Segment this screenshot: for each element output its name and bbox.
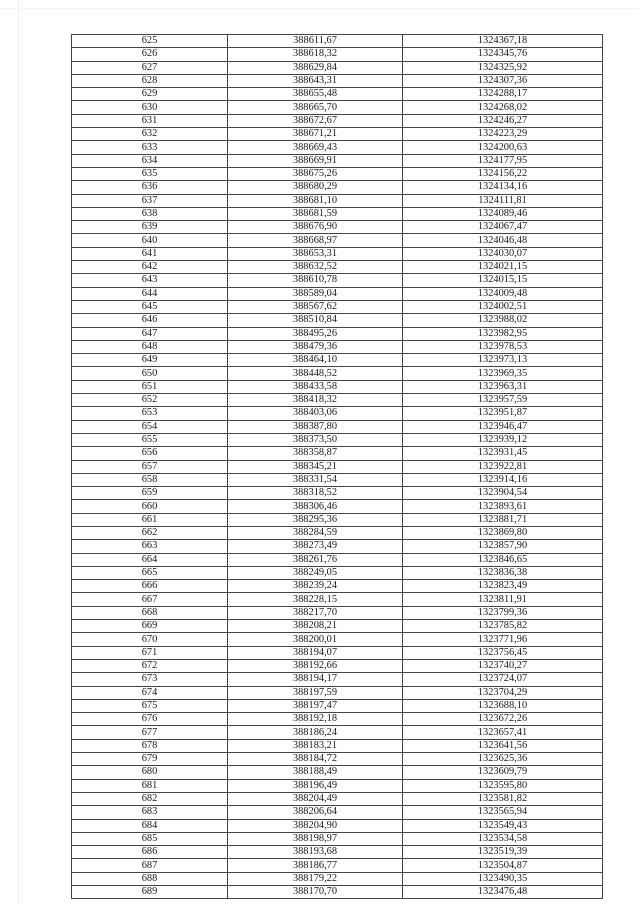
y-coordinate-cell: 1324021,15 — [403, 261, 603, 274]
y-coordinate-cell: 1323811,91 — [403, 593, 603, 606]
page-top-edge — [0, 8, 639, 9]
y-coordinate-cell: 1323857,90 — [403, 540, 603, 553]
x-coordinate-cell: 388194,17 — [228, 673, 403, 686]
table-row — [72, 221, 603, 234]
y-coordinate-cell: 1323672,26 — [403, 713, 603, 726]
table-row — [72, 447, 603, 460]
y-coordinate-cell: 1323836,38 — [403, 566, 603, 579]
y-coordinate-cell: 1323982,95 — [403, 327, 603, 340]
y-coordinate-cell: 1323931,45 — [403, 447, 603, 460]
x-coordinate-cell: 388261,76 — [228, 553, 403, 566]
point-number-cell: 674 — [72, 686, 228, 699]
table-row — [72, 753, 603, 766]
x-coordinate-cell: 388629,84 — [228, 61, 403, 74]
y-coordinate-cell: 1323549,43 — [403, 819, 603, 832]
y-coordinate-cell: 1323641,56 — [403, 739, 603, 752]
table-row — [72, 766, 603, 779]
table-row — [72, 673, 603, 686]
point-number-cell: 641 — [72, 247, 228, 260]
x-coordinate-cell: 388611,67 — [228, 35, 403, 48]
y-coordinate-cell: 1323963,31 — [403, 380, 603, 393]
y-coordinate-cell: 1323869,80 — [403, 526, 603, 539]
table-row — [72, 234, 603, 247]
point-number-cell: 625 — [72, 35, 228, 48]
x-coordinate-cell: 388668,97 — [228, 234, 403, 247]
point-number-cell: 683 — [72, 806, 228, 819]
point-number-cell: 626 — [72, 48, 228, 61]
table-row — [72, 154, 603, 167]
coordinates-table-body — [72, 35, 603, 899]
point-number-cell: 627 — [72, 61, 228, 74]
x-coordinate-cell: 388170,70 — [228, 886, 403, 899]
table-row — [72, 394, 603, 407]
y-coordinate-cell: 1324223,29 — [403, 128, 603, 141]
point-number-cell: 656 — [72, 447, 228, 460]
table-row — [72, 74, 603, 87]
y-coordinate-cell: 1323476,48 — [403, 886, 603, 899]
point-number-cell: 655 — [72, 433, 228, 446]
y-coordinate-cell: 1323504,87 — [403, 859, 603, 872]
point-number-cell: 647 — [72, 327, 228, 340]
y-coordinate-cell: 1323946,47 — [403, 420, 603, 433]
x-coordinate-cell: 388675,26 — [228, 167, 403, 180]
y-coordinate-cell: 1324009,48 — [403, 287, 603, 300]
point-number-cell: 661 — [72, 513, 228, 526]
y-coordinate-cell: 1323740,27 — [403, 659, 603, 672]
x-coordinate-cell: 388239,24 — [228, 580, 403, 593]
point-number-cell: 628 — [72, 74, 228, 87]
point-number-cell: 629 — [72, 88, 228, 101]
x-coordinate-cell: 388464,10 — [228, 354, 403, 367]
y-coordinate-cell: 1323756,45 — [403, 646, 603, 659]
x-coordinate-cell: 388197,47 — [228, 699, 403, 712]
y-coordinate-cell: 1324067,47 — [403, 221, 603, 234]
y-coordinate-cell: 1324325,92 — [403, 61, 603, 74]
table-row — [72, 141, 603, 154]
y-coordinate-cell: 1323785,82 — [403, 620, 603, 633]
table-row — [72, 300, 603, 313]
x-coordinate-cell: 388632,52 — [228, 261, 403, 274]
table-row — [72, 513, 603, 526]
table-row — [72, 500, 603, 513]
point-number-cell: 643 — [72, 274, 228, 287]
x-coordinate-cell: 388479,36 — [228, 340, 403, 353]
y-coordinate-cell: 1323922,81 — [403, 460, 603, 473]
x-coordinate-cell: 388228,15 — [228, 593, 403, 606]
point-number-cell: 666 — [72, 580, 228, 593]
table-row — [72, 433, 603, 446]
table-row — [72, 420, 603, 433]
table-row — [72, 61, 603, 74]
point-number-cell: 682 — [72, 792, 228, 805]
point-number-cell: 657 — [72, 460, 228, 473]
table-row — [72, 606, 603, 619]
y-coordinate-cell: 1323939,12 — [403, 433, 603, 446]
y-coordinate-cell: 1323969,35 — [403, 367, 603, 380]
point-number-cell: 668 — [72, 606, 228, 619]
y-coordinate-cell: 1324030,07 — [403, 247, 603, 260]
table-row — [72, 526, 603, 539]
x-coordinate-cell: 388331,54 — [228, 473, 403, 486]
point-number-cell: 632 — [72, 128, 228, 141]
point-number-cell: 684 — [72, 819, 228, 832]
x-coordinate-cell: 388273,49 — [228, 540, 403, 553]
table-row — [72, 35, 603, 48]
y-coordinate-cell: 1323914,16 — [403, 473, 603, 486]
table-row — [72, 859, 603, 872]
y-coordinate-cell: 1323490,35 — [403, 872, 603, 885]
table-row — [72, 167, 603, 180]
point-number-cell: 644 — [72, 287, 228, 300]
point-number-cell: 689 — [72, 886, 228, 899]
point-number-cell: 658 — [72, 473, 228, 486]
point-number-cell: 664 — [72, 553, 228, 566]
y-coordinate-cell: 1323609,79 — [403, 766, 603, 779]
table-row — [72, 633, 603, 646]
y-coordinate-cell: 1323704,29 — [403, 686, 603, 699]
point-number-cell: 635 — [72, 167, 228, 180]
x-coordinate-cell: 388680,29 — [228, 181, 403, 194]
table-row — [72, 407, 603, 420]
table-row — [72, 819, 603, 832]
point-number-cell: 679 — [72, 753, 228, 766]
y-coordinate-cell: 1324156,22 — [403, 167, 603, 180]
point-number-cell: 678 — [72, 739, 228, 752]
x-coordinate-cell: 388681,59 — [228, 207, 403, 220]
point-number-cell: 631 — [72, 114, 228, 127]
y-coordinate-cell: 1323957,59 — [403, 394, 603, 407]
y-coordinate-cell: 1323688,10 — [403, 699, 603, 712]
point-number-cell: 665 — [72, 566, 228, 579]
table-row — [72, 101, 603, 114]
y-coordinate-cell: 1323973,13 — [403, 354, 603, 367]
y-coordinate-cell: 1324307,36 — [403, 74, 603, 87]
x-coordinate-cell: 388184,72 — [228, 753, 403, 766]
table-row — [72, 806, 603, 819]
table-row — [72, 207, 603, 220]
y-coordinate-cell: 1323951,87 — [403, 407, 603, 420]
y-coordinate-cell: 1324345,76 — [403, 48, 603, 61]
point-number-cell: 669 — [72, 620, 228, 633]
point-number-cell: 646 — [72, 314, 228, 327]
table-row — [72, 114, 603, 127]
point-number-cell: 651 — [72, 380, 228, 393]
x-coordinate-cell: 388672,67 — [228, 114, 403, 127]
x-coordinate-cell: 388589,04 — [228, 287, 403, 300]
point-number-cell: 630 — [72, 101, 228, 114]
x-coordinate-cell: 388433,58 — [228, 380, 403, 393]
coordinates-table — [71, 34, 603, 899]
table-row — [72, 832, 603, 845]
point-number-cell: 685 — [72, 832, 228, 845]
x-coordinate-cell: 388653,31 — [228, 247, 403, 260]
point-number-cell: 659 — [72, 487, 228, 500]
table-row — [72, 327, 603, 340]
y-coordinate-cell: 1323978,53 — [403, 340, 603, 353]
x-coordinate-cell: 388204,49 — [228, 792, 403, 805]
point-number-cell: 637 — [72, 194, 228, 207]
table-row — [72, 792, 603, 805]
page-left-edge — [18, 0, 19, 905]
x-coordinate-cell: 388192,66 — [228, 659, 403, 672]
x-coordinate-cell: 388358,87 — [228, 447, 403, 460]
point-number-cell: 675 — [72, 699, 228, 712]
table-row — [72, 247, 603, 260]
x-coordinate-cell: 388676,90 — [228, 221, 403, 234]
point-number-cell: 676 — [72, 713, 228, 726]
x-coordinate-cell: 388179,22 — [228, 872, 403, 885]
point-number-cell: 662 — [72, 526, 228, 539]
point-number-cell: 688 — [72, 872, 228, 885]
y-coordinate-cell: 1323799,36 — [403, 606, 603, 619]
y-coordinate-cell: 1324089,46 — [403, 207, 603, 220]
table-row — [72, 274, 603, 287]
y-coordinate-cell: 1323893,61 — [403, 500, 603, 513]
y-coordinate-cell: 1323534,58 — [403, 832, 603, 845]
x-coordinate-cell: 388387,80 — [228, 420, 403, 433]
x-coordinate-cell: 388249,05 — [228, 566, 403, 579]
table-row — [72, 287, 603, 300]
x-coordinate-cell: 388188,49 — [228, 766, 403, 779]
x-coordinate-cell: 388510,84 — [228, 314, 403, 327]
point-number-cell: 660 — [72, 500, 228, 513]
point-number-cell: 639 — [72, 221, 228, 234]
x-coordinate-cell: 388669,91 — [228, 154, 403, 167]
point-number-cell: 642 — [72, 261, 228, 274]
x-coordinate-cell: 388610,78 — [228, 274, 403, 287]
x-coordinate-cell: 388217,70 — [228, 606, 403, 619]
y-coordinate-cell: 1324246,27 — [403, 114, 603, 127]
table-row — [72, 886, 603, 899]
table-row — [72, 473, 603, 486]
x-coordinate-cell: 388284,59 — [228, 526, 403, 539]
point-number-cell: 670 — [72, 633, 228, 646]
x-coordinate-cell: 388418,32 — [228, 394, 403, 407]
point-number-cell: 681 — [72, 779, 228, 792]
x-coordinate-cell: 388403,06 — [228, 407, 403, 420]
table-row — [72, 726, 603, 739]
x-coordinate-cell: 388655,48 — [228, 88, 403, 101]
y-coordinate-cell: 1324288,17 — [403, 88, 603, 101]
table-row — [72, 553, 603, 566]
x-coordinate-cell: 388448,52 — [228, 367, 403, 380]
y-coordinate-cell: 1324111,81 — [403, 194, 603, 207]
x-coordinate-cell: 388373,50 — [228, 433, 403, 446]
x-coordinate-cell: 388206,64 — [228, 806, 403, 819]
table-row — [72, 380, 603, 393]
x-coordinate-cell: 388192,18 — [228, 713, 403, 726]
point-number-cell: 649 — [72, 354, 228, 367]
point-number-cell: 671 — [72, 646, 228, 659]
x-coordinate-cell: 388194,07 — [228, 646, 403, 659]
x-coordinate-cell: 388345,21 — [228, 460, 403, 473]
table-row — [72, 566, 603, 579]
x-coordinate-cell: 388671,21 — [228, 128, 403, 141]
table-row — [72, 48, 603, 61]
x-coordinate-cell: 388197,59 — [228, 686, 403, 699]
x-coordinate-cell: 388681,10 — [228, 194, 403, 207]
y-coordinate-cell: 1324200,63 — [403, 141, 603, 154]
x-coordinate-cell: 388183,21 — [228, 739, 403, 752]
y-coordinate-cell: 1323823,49 — [403, 580, 603, 593]
x-coordinate-cell: 388200,01 — [228, 633, 403, 646]
y-coordinate-cell: 1323724,07 — [403, 673, 603, 686]
x-coordinate-cell: 388306,46 — [228, 500, 403, 513]
point-number-cell: 636 — [72, 181, 228, 194]
y-coordinate-cell: 1323904,54 — [403, 487, 603, 500]
x-coordinate-cell: 388665,70 — [228, 101, 403, 114]
table-row — [72, 846, 603, 859]
y-coordinate-cell: 1324268,02 — [403, 101, 603, 114]
point-number-cell: 686 — [72, 846, 228, 859]
x-coordinate-cell: 388618,32 — [228, 48, 403, 61]
x-coordinate-cell: 388198,97 — [228, 832, 403, 845]
x-coordinate-cell: 388643,31 — [228, 74, 403, 87]
y-coordinate-cell: 1324046,48 — [403, 234, 603, 247]
table-row — [72, 261, 603, 274]
x-coordinate-cell: 388186,24 — [228, 726, 403, 739]
table-row — [72, 88, 603, 101]
y-coordinate-cell: 1323988,02 — [403, 314, 603, 327]
x-coordinate-cell: 388669,43 — [228, 141, 403, 154]
table-row — [72, 354, 603, 367]
point-number-cell: 663 — [72, 540, 228, 553]
point-number-cell: 653 — [72, 407, 228, 420]
point-number-cell: 677 — [72, 726, 228, 739]
point-number-cell: 680 — [72, 766, 228, 779]
y-coordinate-cell: 1323519,39 — [403, 846, 603, 859]
table-row — [72, 460, 603, 473]
point-number-cell: 640 — [72, 234, 228, 247]
table-row — [72, 713, 603, 726]
point-number-cell: 654 — [72, 420, 228, 433]
table-row — [72, 340, 603, 353]
point-number-cell: 673 — [72, 673, 228, 686]
y-coordinate-cell: 1323581,82 — [403, 792, 603, 805]
y-coordinate-cell: 1323846,65 — [403, 553, 603, 566]
y-coordinate-cell: 1323657,41 — [403, 726, 603, 739]
point-number-cell: 638 — [72, 207, 228, 220]
point-number-cell: 672 — [72, 659, 228, 672]
y-coordinate-cell: 1323881,71 — [403, 513, 603, 526]
y-coordinate-cell: 1324177,95 — [403, 154, 603, 167]
y-coordinate-cell: 1323771,96 — [403, 633, 603, 646]
table-row — [72, 646, 603, 659]
x-coordinate-cell: 388567,62 — [228, 300, 403, 313]
table-row — [72, 367, 603, 380]
point-number-cell: 648 — [72, 340, 228, 353]
y-coordinate-cell: 1324002,51 — [403, 300, 603, 313]
table-row — [72, 779, 603, 792]
point-number-cell: 634 — [72, 154, 228, 167]
table-row — [72, 580, 603, 593]
table-row — [72, 128, 603, 141]
x-coordinate-cell: 388208,21 — [228, 620, 403, 633]
table-row — [72, 593, 603, 606]
point-number-cell: 633 — [72, 141, 228, 154]
x-coordinate-cell: 388186,77 — [228, 859, 403, 872]
x-coordinate-cell: 388193,68 — [228, 846, 403, 859]
table-row — [72, 659, 603, 672]
x-coordinate-cell: 388295,36 — [228, 513, 403, 526]
table-row — [72, 540, 603, 553]
x-coordinate-cell: 388196,49 — [228, 779, 403, 792]
table-row — [72, 686, 603, 699]
point-number-cell: 645 — [72, 300, 228, 313]
table-row — [72, 620, 603, 633]
y-coordinate-cell: 1323595,80 — [403, 779, 603, 792]
table-row — [72, 699, 603, 712]
table-row — [72, 487, 603, 500]
y-coordinate-cell: 1324134,16 — [403, 181, 603, 194]
point-number-cell: 652 — [72, 394, 228, 407]
point-number-cell: 667 — [72, 593, 228, 606]
x-coordinate-cell: 388495,26 — [228, 327, 403, 340]
table-row — [72, 194, 603, 207]
x-coordinate-cell: 388204,90 — [228, 819, 403, 832]
table-row — [72, 181, 603, 194]
y-coordinate-cell: 1324367,18 — [403, 35, 603, 48]
point-number-cell: 650 — [72, 367, 228, 380]
y-coordinate-cell: 1323565,94 — [403, 806, 603, 819]
y-coordinate-cell: 1324015,15 — [403, 274, 603, 287]
table-row — [72, 314, 603, 327]
y-coordinate-cell: 1323625,36 — [403, 753, 603, 766]
x-coordinate-cell: 388318,52 — [228, 487, 403, 500]
table-row — [72, 872, 603, 885]
table-row — [72, 739, 603, 752]
point-number-cell: 687 — [72, 859, 228, 872]
